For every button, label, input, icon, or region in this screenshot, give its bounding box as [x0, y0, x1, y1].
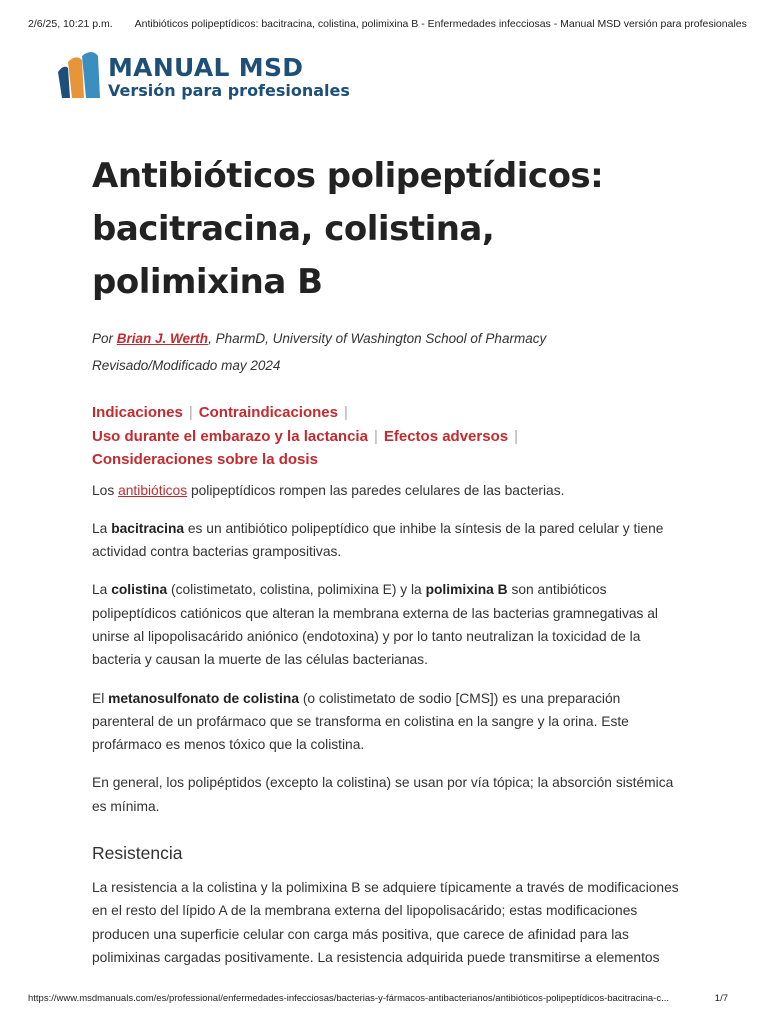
toc-separator: | [514, 427, 518, 445]
paragraph-colistina: La colistina (colistimetato, colistina, polimixina E) y la polimixina B son antibióticos polipeptídicos catiónicos que alteran la membrana externa de las bacterias gramnegativas al unirse al lipopolisacárido aniónico (endotoxina) y por lo tanto neutralizan la toxicidad de la bacteria y causan la muerte de las células bacterianas. [92, 582, 658, 668]
toc-link-dosis[interactable]: Consideraciones sobre la dosis [92, 451, 318, 468]
print-header [28, 18, 747, 30]
toc-separator: | [343, 404, 348, 421]
toc-separator: | [188, 404, 193, 421]
logo-subtitle: Versión para profesionales [108, 81, 350, 100]
paragraph-resistencia: La resistencia a la colistina y la polimixina B se adquiere típicamente a través de modificaciones en el resto del lípido A de la membrana externa del lipopolisacárido; estas modificaciones producen una superficie celular con carga más positiva, que carece de afinidad para las polimixinas cargadas positivamente. La resistencia adquirida puede transmitirse a elementos [92, 880, 679, 965]
paragraph-bacitracina: La bacitracina es un antibiótico polipeptídico que inhibe la síntesis de la pared celular y tiene actividad contra bacterias grampositivas. [92, 520, 664, 560]
print-page-title: Antibióticos polipeptídicos: bacitracina, colistina, polimixina B - Enfermedades infecciosas - Manual MSD versión para profesionales [134, 18, 747, 30]
toc-link-embarazo-lactancia[interactable]: Uso durante el embarazo y la lactancia [92, 427, 368, 445]
manual-msd-logo[interactable] [56, 50, 350, 102]
print-page-number: 1/7 [714, 993, 728, 1004]
page-title: Antibióticos polipeptídicos: bacitracina, colistina, polimixina B [92, 156, 604, 302]
print-url: https://www.msdmanuals.com/es/professional/enfermedades-infecciosas/bacterias-y-fármacos-antibacterianos/antibióticos-polipeptídicos-bacitracina-c... [28, 993, 670, 1004]
article [92, 150, 682, 969]
toc-separator: | [373, 427, 378, 445]
section-nav [92, 401, 682, 472]
section-heading-resistencia: Resistencia [92, 843, 183, 864]
author-affiliation: , PharmD, University of Washington School of Pharmacy [208, 331, 547, 346]
paragraph-uso-topico: En general, los polipéptidos (excepto la colistina) se usan por vía tópica; la absorción sistémica es mínima. [92, 775, 674, 814]
author-link[interactable]: Brian J. Werth [116, 331, 209, 346]
logo-mark-icon [56, 50, 104, 102]
byline [92, 331, 682, 346]
revised-date: Revisado/Modificado may 2024 [92, 358, 281, 373]
toc-link-indicaciones[interactable]: Indicaciones [92, 404, 183, 421]
logo-title: MANUAL MSD [108, 53, 304, 82]
byline-prefix: Por [92, 331, 114, 346]
paragraph-metanosulfonato: El metanosulfonato de colistina (o colistimetato de sodio [CMS]) es una preparación parenteral de un profármaco que se transforma en colistina en la sangre y la orina. Este profármaco es menos tóxico que la colistina. [92, 690, 629, 753]
paragraph-intro: Los antibióticos polipeptídicos rompen las paredes celulares de las bacterias. [92, 482, 565, 498]
print-datetime: 2/6/25, 10:21 p.m. [28, 18, 113, 30]
toc-link-efectos-adversos[interactable]: Efectos adversos [383, 427, 509, 445]
print-footer [28, 993, 728, 1004]
antibioticos-link[interactable]: antibióticos [118, 482, 188, 498]
toc-link-contraindicaciones[interactable]: Contraindicaciones [198, 404, 338, 421]
